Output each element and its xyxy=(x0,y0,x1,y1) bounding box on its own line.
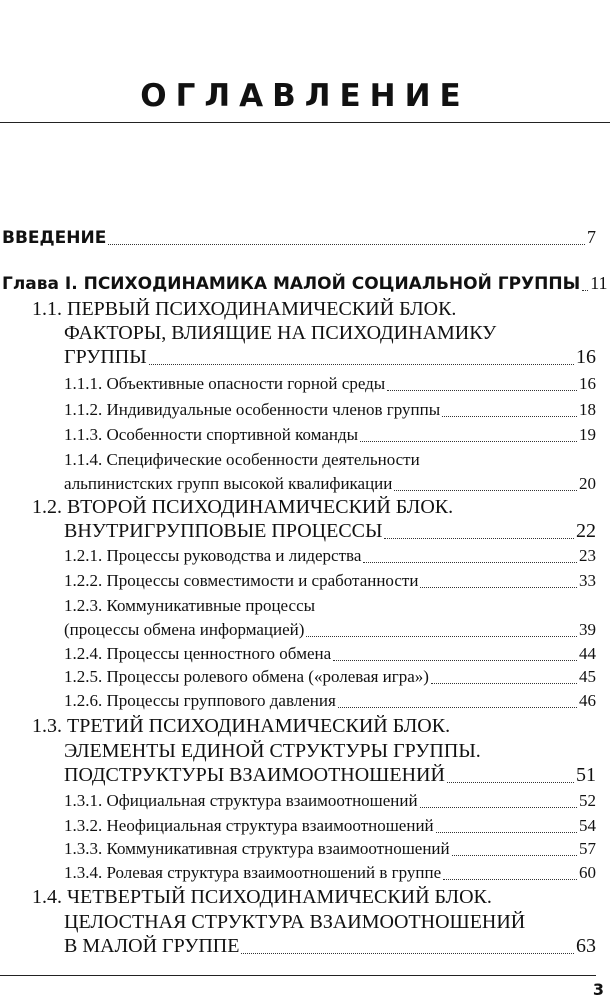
leader-dots xyxy=(394,489,577,491)
page-title: ОГЛАВЛЕНИЕ xyxy=(140,78,470,114)
toc-entry-1-3-4[interactable] xyxy=(64,864,596,883)
toc-entry-1-1-line1[interactable]: 1.1. ПЕРВЫЙ ПСИХОДИНАМИЧЕСКИЙ БЛОК. xyxy=(32,298,457,320)
toc-entry-text: 1.3.2. Неофициальная структура взаимоотношений xyxy=(64,816,434,835)
toc-entry-text: 1.2.4. Процессы ценностного обмена xyxy=(64,644,332,663)
toc-entry-text: 1.3.3. Коммуникативная структура взаимоотношений xyxy=(64,839,450,858)
toc-entry-chapter-1[interactable] xyxy=(2,273,608,295)
toc-entry-1-4-line1[interactable]: 1.4. ЧЕТВЕРТЫЙ ПСИХОДИНАМИЧЕСКИЙ БЛОК. xyxy=(32,886,492,908)
toc-entry-text: В МАЛОЙ ГРУППЕ xyxy=(64,935,240,957)
leader-dots xyxy=(582,289,588,291)
toc-entry-text: 1.2.6. Процессы группового давления xyxy=(64,691,336,710)
toc-entry-text: Глава I. ПСИХОДИНАМИКА МАЛОЙ СОЦИАЛЬНОЙ ГРУППЫ xyxy=(2,274,581,295)
toc-entry-1-1[interactable] xyxy=(64,346,596,368)
footer-divider xyxy=(0,975,596,976)
toc-page-number: 11 xyxy=(590,273,608,293)
page-number: 3 xyxy=(592,980,604,999)
toc-entry-1-2-1[interactable] xyxy=(64,547,596,566)
toc-entry-text: 1.2.2. Процессы совместимости и сработанности xyxy=(64,571,419,590)
leader-dots xyxy=(452,854,577,856)
toc-page-number: 54 xyxy=(579,816,596,835)
toc-entry-text: ВВЕДЕНИЕ xyxy=(2,228,107,249)
toc-entry-1-2-2[interactable] xyxy=(64,572,596,591)
toc-page-number: 39 xyxy=(579,620,596,639)
leader-dots xyxy=(108,243,585,245)
leader-dots xyxy=(436,831,577,833)
toc-entry-1-3-2[interactable] xyxy=(64,817,596,836)
toc-entry-text: альпинистских групп высокой квалификации xyxy=(64,474,393,493)
toc-entry-text: 1.1.1. Объективные опасности горной среды xyxy=(64,374,386,393)
toc-page-number: 19 xyxy=(579,425,596,444)
toc-entry-1-3-3[interactable] xyxy=(64,840,596,859)
toc-entry-1-1-3[interactable] xyxy=(64,426,596,445)
toc-page-number: 23 xyxy=(579,546,596,565)
toc-entry-text: 1.2.5. Процессы ролевого обмена («ролевая игра») xyxy=(64,667,429,686)
leader-dots xyxy=(431,682,577,684)
toc-entry-1-3-line2[interactable]: ЭЛЕМЕНТЫ ЕДИНОЙ СТРУКТУРЫ ГРУППЫ. xyxy=(64,740,481,762)
toc-page-number: 63 xyxy=(576,935,596,957)
toc-entry-1-2-5[interactable] xyxy=(64,668,596,687)
toc-entry-text: 1.3.4. Ролевая структура взаимоотношений в группе xyxy=(64,863,442,882)
toc-entry-1-2-line1[interactable]: 1.2. ВТОРОЙ ПСИХОДИНАМИЧЕСКИЙ БЛОК. xyxy=(32,496,454,518)
toc-entry-1-2[interactable] xyxy=(64,520,596,542)
leader-dots xyxy=(420,586,577,588)
leader-dots xyxy=(149,363,574,365)
toc-entry-1-2-6[interactable] xyxy=(64,692,596,711)
toc-page-number: 20 xyxy=(579,474,596,493)
toc-page-number: 7 xyxy=(587,227,596,247)
toc-entry-text: 1.1.2. Индивидуальные особенности членов группы xyxy=(64,400,441,419)
toc-entry-1-3-line1[interactable]: 1.3. ТРЕТИЙ ПСИХОДИНАМИЧЕСКИЙ БЛОК. xyxy=(32,715,451,737)
toc-entry-1-2-3-line1[interactable]: 1.2.3. Коммуникативные процессы xyxy=(64,596,316,615)
toc-page-number: 52 xyxy=(579,791,596,810)
toc-entry-1-3-1[interactable] xyxy=(64,792,596,811)
toc-entry-1-2-4[interactable] xyxy=(64,645,596,664)
toc-page-number: 46 xyxy=(579,691,596,710)
leader-dots xyxy=(442,415,577,417)
toc-entry-text: ПОДСТРУКТУРЫ ВЗАИМООТНОШЕНИЙ xyxy=(64,764,445,786)
toc-page-number: 51 xyxy=(576,764,596,786)
leader-dots xyxy=(420,806,577,808)
leader-dots xyxy=(338,706,577,708)
toc-page-number: 22 xyxy=(576,520,596,542)
toc-page-number: 16 xyxy=(579,374,596,393)
toc-entry-1-2-3[interactable] xyxy=(64,621,596,640)
toc-entry-1-1-2[interactable] xyxy=(64,401,596,420)
leader-dots xyxy=(447,781,574,783)
toc-entry-1-4-line2[interactable]: ЦЕЛОСТНАЯ СТРУКТУРА ВЗАИМООТНОШЕНИЙ xyxy=(64,911,526,933)
toc-entry-text: ВНУТРИГРУППОВЫЕ ПРОЦЕССЫ xyxy=(64,520,383,542)
toc-page-number: 18 xyxy=(579,400,596,419)
leader-dots xyxy=(241,952,574,954)
toc-page-number: 16 xyxy=(576,346,596,368)
toc-entry-1-4[interactable] xyxy=(64,935,596,957)
toc-entry-text: ГРУППЫ xyxy=(64,346,147,368)
toc-entry-text: (процессы обмена информацией) xyxy=(64,620,305,639)
leader-dots xyxy=(363,561,577,563)
toc-entry-1-1-line2[interactable]: ФАКТОРЫ, ВЛИЯЩИЕ НА ПСИХОДИНАМИКУ xyxy=(64,322,497,344)
toc-entry-intro[interactable] xyxy=(2,228,596,248)
toc-entry-text: 1.2.1. Процессы руководства и лидерства xyxy=(64,546,362,565)
toc-entry-text: 1.3.1. Официальная структура взаимоотношений xyxy=(64,791,418,810)
toc-page-number: 44 xyxy=(579,644,596,663)
leader-dots xyxy=(384,537,574,539)
leader-dots xyxy=(387,389,577,391)
leader-dots xyxy=(360,440,577,442)
leader-dots xyxy=(306,635,577,637)
toc-entry-text: 1.1.3. Особенности спортивной команды xyxy=(64,425,359,444)
toc-entry-1-1-1[interactable] xyxy=(64,375,596,394)
leader-dots xyxy=(333,659,577,661)
toc-page-number: 45 xyxy=(579,667,596,686)
toc-entry-1-1-4[interactable] xyxy=(64,475,596,494)
toc-entry-1-3[interactable] xyxy=(64,764,596,786)
toc-page-number: 33 xyxy=(579,571,596,590)
toc-entry-1-1-4-line1[interactable]: 1.1.4. Специфические особенности деятельности xyxy=(64,450,420,469)
toc-page-number: 60 xyxy=(579,863,596,882)
leader-dots xyxy=(443,878,577,880)
toc-page-number: 57 xyxy=(579,839,596,858)
